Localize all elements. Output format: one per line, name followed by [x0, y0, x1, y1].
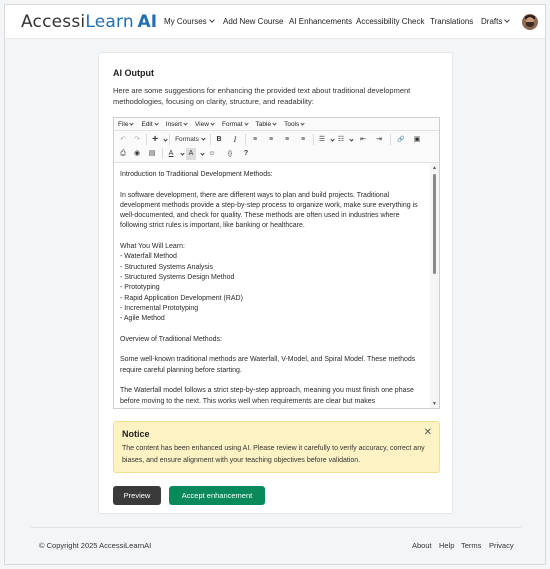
- editor-content[interactable]: [114, 164, 430, 408]
- content-paragraph: In software development, there are different ways to plan and build projects. Traditional development methods provide a step-by-step process to organize work, make sure everything is well-documented, and check for quality. These methods are often used in industries where following strict rules is important, like banking or healthcare.: [120, 191, 418, 230]
- numbered-list-icon[interactable]: ☷: [337, 136, 345, 143]
- content-paragraph: Overview of Traditional Methods:: [120, 335, 222, 343]
- footer-link-help[interactable]: Help: [439, 541, 455, 550]
- notice-text: The content has been enhanced using AI. Please review it carefully to verify accuracy, correct any biases, and ensure alignment with your teaching objectives before validation.: [122, 445, 425, 464]
- notice-title: Notice: [122, 429, 150, 439]
- close-icon[interactable]: ✕: [423, 427, 432, 438]
- formats-label: Formats: [175, 136, 199, 143]
- chevron-down-icon: [209, 17, 215, 23]
- menu-insert[interactable]: [166, 121, 187, 128]
- toolbar-divider: [169, 134, 170, 145]
- add-icon[interactable]: +: [152, 134, 158, 145]
- nav-my-courses-label: My Courses: [164, 17, 207, 26]
- code-icon[interactable]: {}: [227, 151, 232, 157]
- scroll-up-icon[interactable]: ▲: [432, 165, 437, 171]
- menu-tools[interactable]: [284, 121, 304, 128]
- chevron-down-icon: [505, 17, 511, 23]
- chevron-down-icon: [163, 137, 167, 141]
- footer-divider: [31, 527, 521, 528]
- chevron-down-icon: [330, 137, 334, 141]
- rich-text-editor: [113, 117, 440, 409]
- chevron-down-icon: [154, 121, 158, 125]
- copyright-text: © Copyright 2025 AccessiLearnAI: [39, 541, 152, 550]
- italic-icon[interactable]: I: [233, 135, 237, 144]
- ai-notice-alert: [113, 421, 440, 473]
- toolbar-divider: [313, 134, 314, 145]
- chevron-down-icon: [210, 121, 214, 125]
- media-icon[interactable]: ▤: [148, 150, 156, 157]
- toolbar-divider: [162, 148, 163, 159]
- chevron-down-icon: [272, 121, 276, 125]
- nav-accessibility-check[interactable]: Accessibility Check: [356, 17, 425, 26]
- nav-translations[interactable]: Translations: [430, 17, 474, 26]
- menu-insert-label: Insert: [165, 120, 182, 128]
- accept-enhancement-button[interactable]: Accept enhancement: [169, 486, 265, 505]
- help-icon[interactable]: ?: [243, 150, 249, 157]
- print-icon[interactable]: ⎙: [120, 150, 126, 157]
- chevron-down-icon: [130, 121, 134, 125]
- brand-part-ai: AI: [137, 12, 158, 32]
- content-paragraph: Some well-known traditional methods are Waterfall, V-Model, and Spiral Model. These methods require careful planning before starting.: [120, 356, 416, 374]
- formats-dropdown[interactable]: [174, 134, 206, 146]
- preview-icon[interactable]: ◉: [133, 150, 141, 157]
- image-icon[interactable]: ▣: [413, 136, 421, 143]
- menu-table[interactable]: [256, 121, 277, 128]
- menu-tools-label: Tools: [284, 120, 300, 128]
- app-window: [4, 4, 546, 565]
- brand-part-accessi: Accessi: [21, 12, 86, 32]
- editor-scrollbar[interactable]: [430, 164, 439, 408]
- chevron-down-icon: [201, 136, 205, 140]
- nav-drafts-label: Drafts: [481, 17, 503, 26]
- editor-menubar: [114, 118, 439, 131]
- ai-output-card: [98, 52, 453, 514]
- avatar-beard: [526, 22, 534, 27]
- menu-view[interactable]: [195, 121, 214, 128]
- footer-link-about[interactable]: About: [412, 541, 432, 550]
- content-paragraph: The Waterfall model follows a strict step-by-step approach, meaning you must finish one phase before moving to the next. This works well when requirements are clear but makes: [120, 387, 414, 405]
- align-left-icon[interactable]: ≡: [252, 136, 258, 143]
- menu-format[interactable]: [222, 121, 248, 128]
- chevron-down-icon: [301, 121, 305, 125]
- menu-view-label: View: [194, 120, 209, 128]
- brand-part-learn: Learn: [85, 12, 134, 32]
- menu-format-label: Format: [221, 120, 243, 128]
- chevron-down-icon: [349, 137, 353, 141]
- bullet-list-icon[interactable]: ☰: [318, 136, 326, 143]
- toolbar-divider: [146, 134, 147, 145]
- menu-edit-label: Edit: [141, 120, 153, 128]
- chevron-down-icon: [200, 151, 204, 155]
- preview-button[interactable]: Preview: [113, 486, 161, 505]
- align-right-icon[interactable]: ≡: [284, 136, 290, 143]
- text-color-icon[interactable]: A: [168, 150, 174, 157]
- editor-toolbar: [114, 131, 439, 163]
- nav-add-new-course[interactable]: Add New Course: [223, 17, 284, 26]
- user-avatar[interactable]: [522, 14, 538, 30]
- link-icon[interactable]: 🔗: [397, 137, 405, 143]
- scroll-down-icon[interactable]: ▼: [432, 401, 437, 407]
- content-paragraph: What You Will Learn: - Waterfall Method - Structured Systems Analysis - Structured Systems Design Method - Prototyping - Rapid Application Development (RAD) - Incremental Prototyping - Agile Method: [120, 243, 243, 323]
- brand-logo[interactable]: [21, 12, 157, 32]
- menu-file-label: File: [118, 120, 129, 128]
- indent-icon[interactable]: ⇥: [376, 136, 382, 143]
- menu-edit[interactable]: [141, 121, 157, 128]
- toolbar-divider: [210, 134, 211, 145]
- align-justify-icon[interactable]: ≡: [300, 136, 306, 143]
- bg-color-icon[interactable]: A: [186, 148, 196, 160]
- card-title: AI Output: [113, 68, 154, 78]
- nav-ai-enhancements[interactable]: AI Enhancements: [289, 17, 353, 26]
- nav-drafts[interactable]: [481, 17, 509, 26]
- menu-table-label: Table: [255, 120, 272, 128]
- emoji-icon[interactable]: ☺: [208, 150, 216, 157]
- nav-my-courses[interactable]: [164, 17, 214, 26]
- redo-icon[interactable]: ↷: [134, 136, 140, 143]
- scroll-thumb[interactable]: [433, 174, 436, 274]
- outdent-icon[interactable]: ⇤: [360, 136, 366, 143]
- chevron-down-icon: [180, 151, 184, 155]
- top-header: [5, 5, 545, 39]
- chevron-down-icon: [244, 121, 248, 125]
- undo-icon[interactable]: ↶: [120, 136, 126, 143]
- card-description: Here are some suggestions for enhancing the provided text about traditional development methodologies, focusing on clarity, structure, and readability:: [113, 86, 411, 106]
- bold-icon[interactable]: B: [216, 136, 222, 143]
- content-paragraph: Introduction to Traditional Development Methods:: [120, 171, 273, 178]
- toolbar-divider: [390, 134, 391, 145]
- chevron-down-icon: [183, 121, 187, 125]
- footer-link-terms[interactable]: Terms: [461, 541, 482, 550]
- menu-file[interactable]: [118, 121, 133, 128]
- toolbar-divider: [245, 134, 246, 145]
- footer-link-privacy[interactable]: Privacy: [489, 541, 514, 550]
- align-center-icon[interactable]: ≡: [268, 136, 274, 143]
